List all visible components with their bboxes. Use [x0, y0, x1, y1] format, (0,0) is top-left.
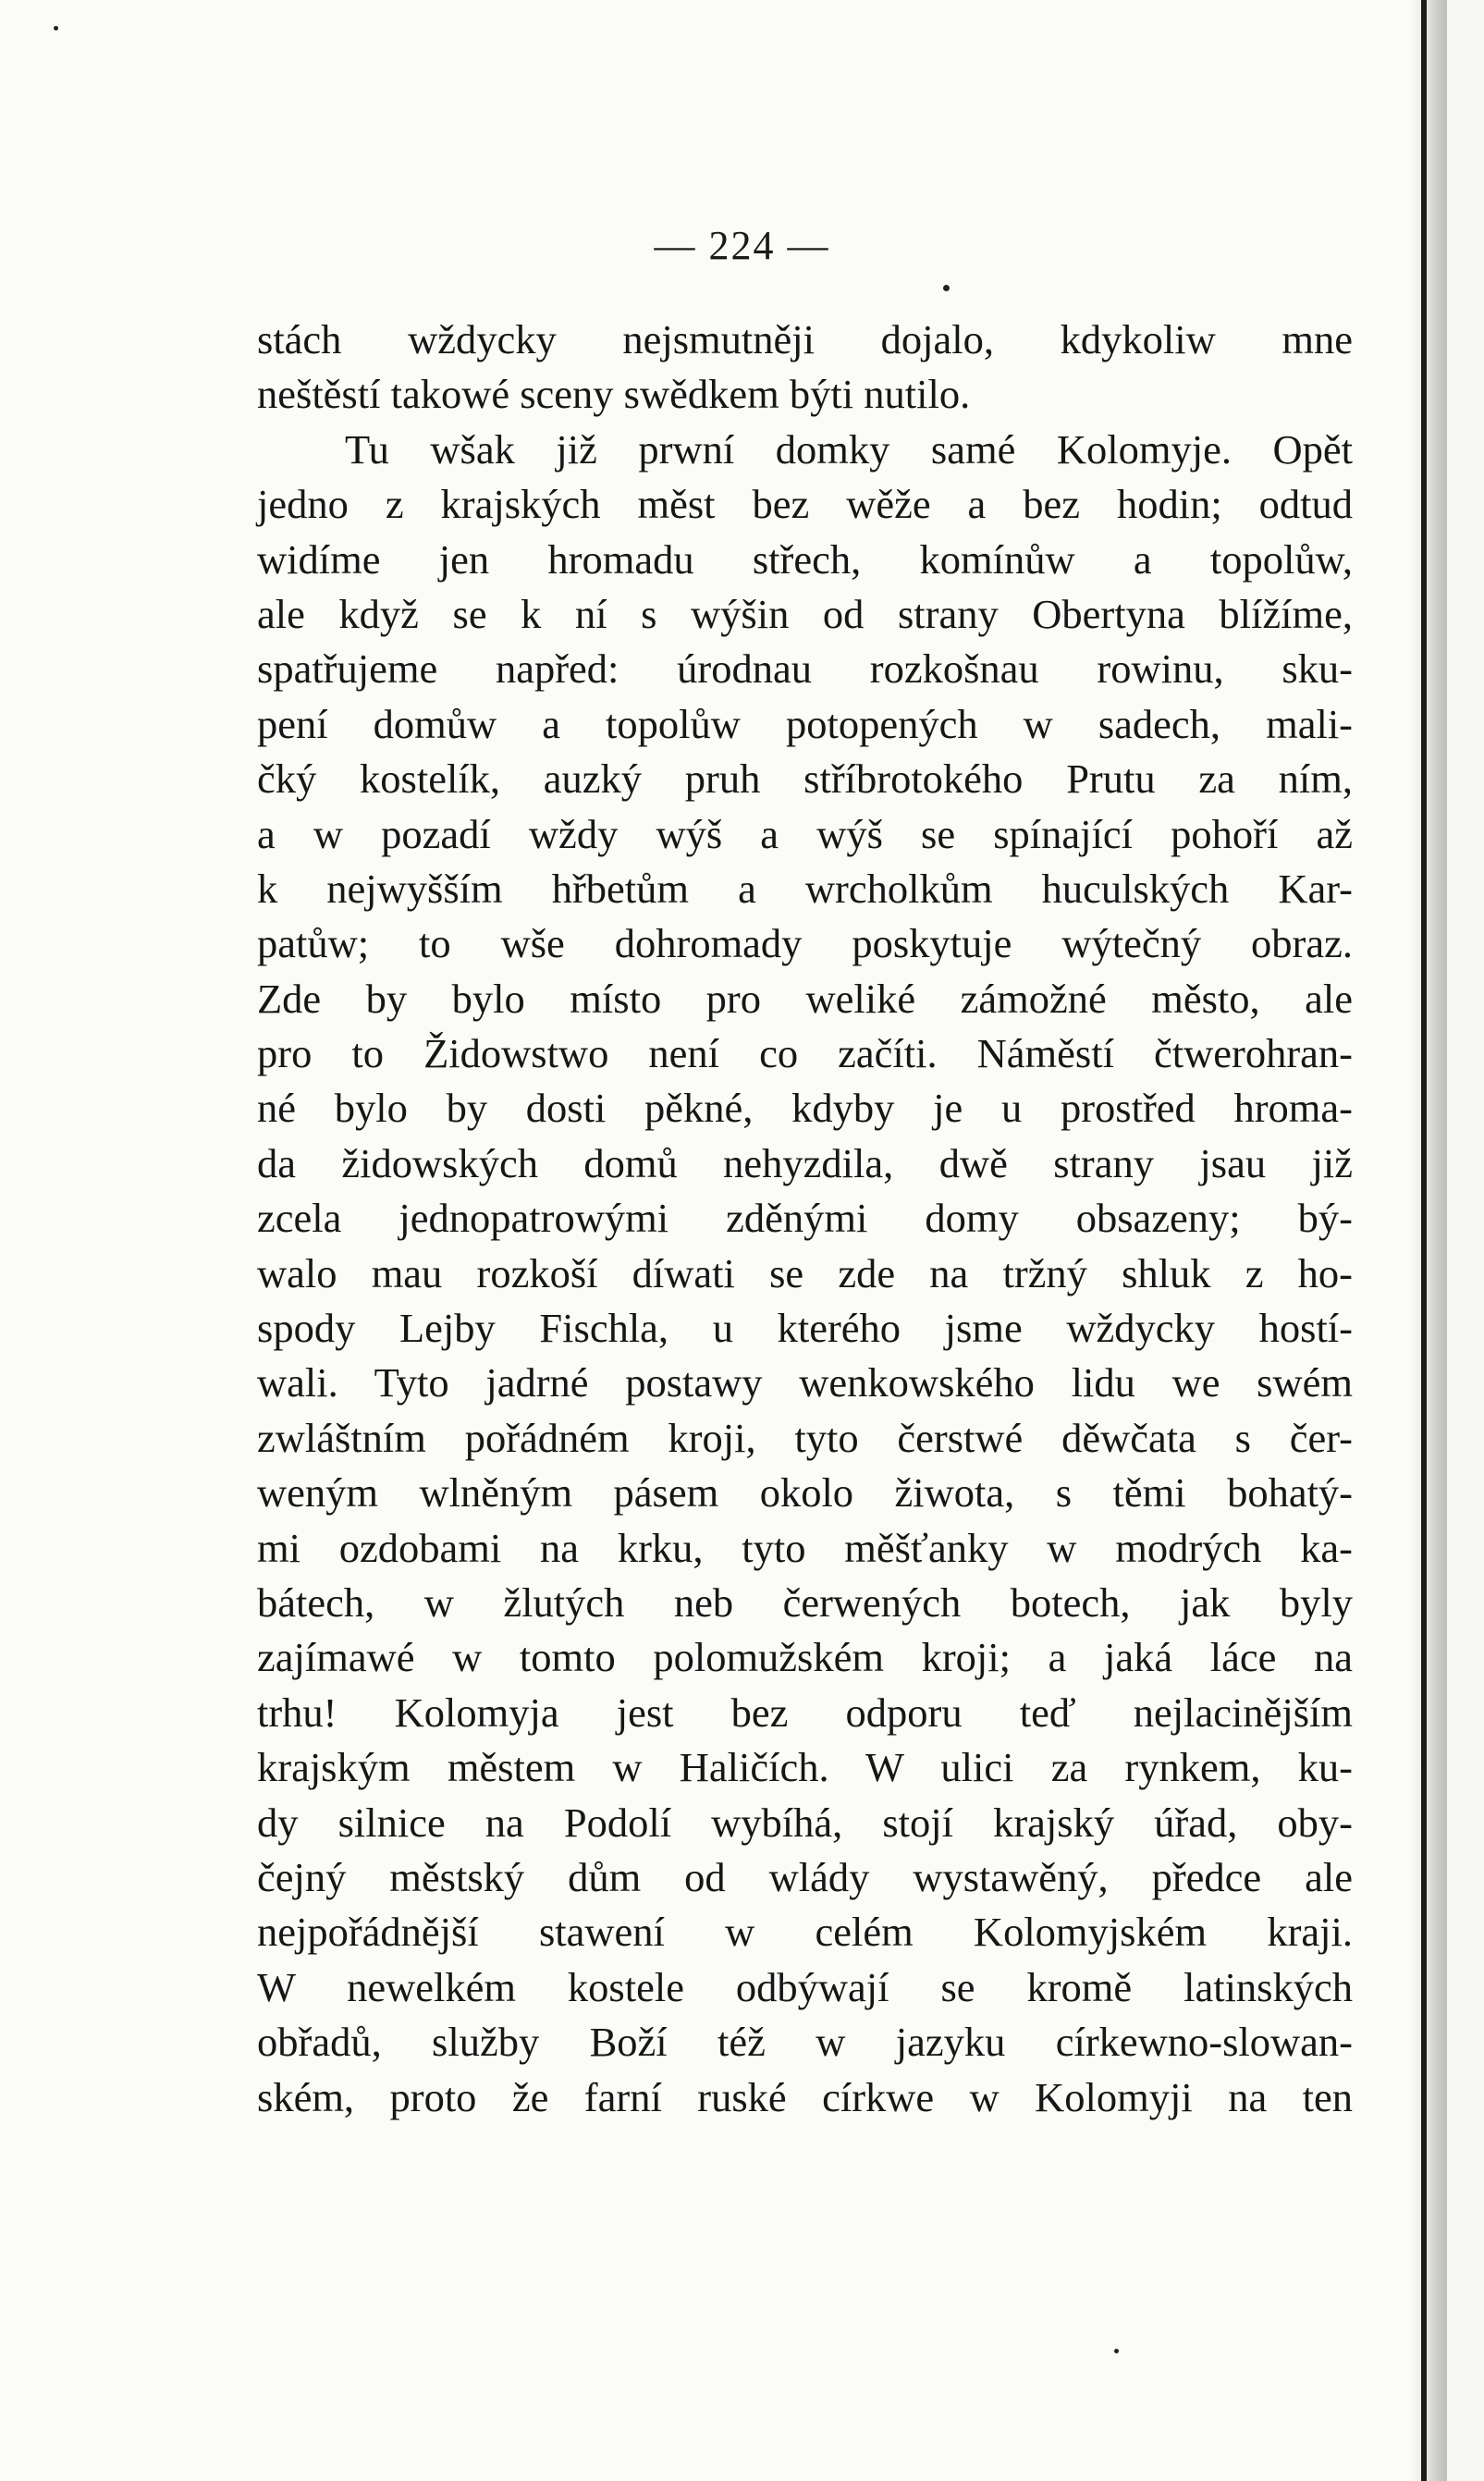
text-line: jedno z krajských měst bez wěže a bez hodin; odtud — [257, 481, 1353, 528]
text-line: pení domůw a topolůw potopených w sadech, mali- — [257, 700, 1353, 747]
text-line: čejný městský dům od wlády wystawěný, předce ale — [257, 1853, 1353, 1900]
body-text — [257, 313, 1353, 2125]
page-number: — 224 — — [654, 223, 830, 268]
text-line: dy silnice na Podolí wybíhá, stojí krajský úřad, oby- — [257, 1799, 1353, 1846]
paper-speck — [943, 285, 950, 291]
paper-speck — [1114, 2349, 1119, 2353]
text-line: ale když se k ní s wýšin od strany Obertyna blížíme, — [257, 590, 1353, 637]
text-line: da židowských domů nehyzdila, dwě strany jsau již — [257, 1139, 1353, 1186]
text-line: weným wlněným pásem okolo žiwota, s těmi bohatý- — [257, 1469, 1353, 1517]
page-edge-shadow — [1410, 0, 1447, 2481]
text-line: trhu! Kolomyja jest bez odporu teď nejlacinějším — [257, 1689, 1353, 1736]
text-line: né bylo by dosti pěkné, kdyby je u prostřed hroma- — [257, 1085, 1353, 1132]
text-line: krajským městem w Haličích. W ulici za rynkem, ku- — [257, 1744, 1353, 1791]
text-line: W newelkém kostele odbýwají se kromě latinských — [257, 1963, 1353, 2010]
text-line: wali. Tyto jadrné postawy wenkowského lidu we swém — [257, 1359, 1353, 1406]
text-line: patůw; to wše dohromady poskytuje wýtečný obraz. — [257, 920, 1353, 967]
text-line: zcela jednopatrowými zděnými domy obsazeny; bý- — [257, 1195, 1353, 1242]
text-line: pro to Židowstwo není co začíti. Náměstí čtwerohran- — [257, 1030, 1353, 1077]
paper-speck — [54, 26, 58, 31]
text-line: ském, proto že farní ruské církwe w Kolomyji na ten — [257, 2073, 1353, 2120]
text-line: bátech, w žlutých neb čerwených botech, jak byly — [257, 1578, 1353, 1626]
page-edge-line — [1421, 0, 1427, 2481]
text-line: zwláštním pořádném kroji, tyto čerstwé děwčata s čer- — [257, 1414, 1353, 1461]
text-line: neštěstí takowé sceny swědkem býti nutilo. — [257, 371, 971, 418]
text-line: obřadů, služby Boží též w jazyku církewno-slowan- — [257, 2019, 1353, 2066]
text-line: Zde by bylo místo pro weliké zámožné město, ale — [257, 975, 1353, 1022]
text-line: nejpořádnější stawení w celém Kolomyjském kraji. — [257, 1909, 1353, 1956]
text-line: stách wždycky nejsmutněji dojalo, kdykoliw mne — [257, 316, 1353, 362]
text-line: čký kostelík, auzký pruh stříbrotokého Prutu za ním, — [257, 755, 1353, 803]
text-line: spody Lejby Fischla, u kterého jsme wždycky hostí- — [257, 1305, 1353, 1352]
text-line: widíme jen hromadu střech, komínůw a topolůw, — [257, 535, 1353, 583]
text-line: mi ozdobami na krku, tyto měšťanky w modrých ka- — [257, 1524, 1353, 1571]
text-line: a w pozadí wždy wýš a wýš se spínající pohoří až — [257, 810, 1353, 857]
text-line: spatřujeme napřed: úrodnau rozkošnau rowinu, sku- — [257, 645, 1353, 693]
text-line: Tu wšak již prwní domky samé Kolomyje. Opět — [345, 425, 1353, 473]
text-line: k nejwyšším hřbetům a wrcholkům huculských Kar- — [257, 865, 1353, 912]
text-line: zajímawé w tomto polomužském kroji; a jaká láce na — [257, 1634, 1353, 1681]
text-line: walo mau rozkoší díwati se zde na tržný shluk z ho- — [257, 1249, 1353, 1296]
